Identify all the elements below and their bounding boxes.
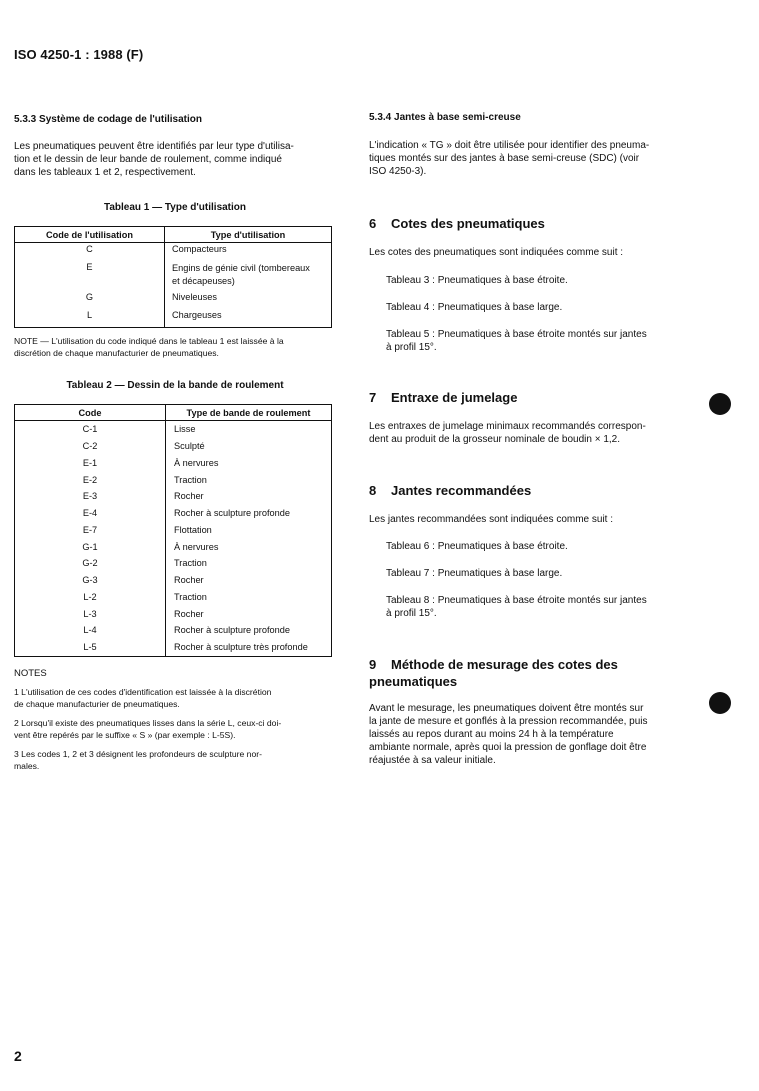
code-cell: E-4	[15, 505, 166, 522]
tread-cell: Traction	[174, 591, 207, 602]
code-cell: E-7	[15, 522, 166, 539]
text-line: Tableau 8 : Pneumatiques à base étroite montés sur jantes	[386, 595, 647, 606]
text-line: à profil 15°.	[386, 342, 437, 353]
code-cell: E-3	[15, 488, 166, 505]
table-row	[15, 555, 332, 572]
table-row	[15, 455, 332, 472]
code-cell: L-3	[15, 605, 166, 622]
table-header-row	[15, 405, 332, 421]
text-line: ISO 4250-3).	[369, 166, 427, 177]
cell-line: et décapeuses)	[172, 276, 235, 286]
note-line: 3 Les codes 1, 2 et 3 désignent les profondeurs de sculpture nor-	[14, 749, 262, 759]
tread-cell: Lisse	[174, 424, 196, 435]
heading-line: pneumatiques	[369, 674, 458, 689]
change-marker-dot	[709, 692, 731, 714]
section-number: 6	[369, 216, 377, 231]
table-row	[15, 622, 332, 639]
page-number: 2	[14, 1048, 22, 1064]
note-3	[14, 749, 336, 772]
tread-cell: Rocher	[174, 491, 204, 502]
table-row	[15, 605, 332, 622]
table-row	[15, 243, 332, 262]
text-line: tion et le dessin de leur bande de roulement, comme indiqué	[14, 154, 282, 165]
table-row	[15, 639, 332, 656]
table-row	[15, 505, 332, 522]
table-1-caption: Tableau 1 — Type d'utilisation	[103, 202, 247, 213]
note-line: discrétion de chaque manufacturier de pneumatiques.	[14, 347, 219, 358]
note-1	[14, 687, 336, 710]
table-row	[15, 309, 332, 328]
table-1-note	[14, 336, 336, 359]
table-row	[15, 438, 332, 455]
table-2	[14, 404, 332, 657]
code-cell: G-1	[15, 538, 166, 555]
section-5-3-3-heading: 5.3.3 Système de codage de l'utilisation	[14, 114, 202, 125]
section-8-intro: Les jantes recommandées sont indiquées comme suit :	[369, 514, 614, 525]
table-2-caption: Tableau 2 — Dessin de la bande de roulement	[66, 380, 284, 391]
tread-cell: Rocher	[174, 575, 204, 586]
text-line: ambiante normale, après quoi la pression de gonflage doit être	[369, 742, 647, 753]
code-cell: L-2	[15, 589, 166, 606]
code-cell: C	[15, 243, 165, 262]
note-line: males.	[14, 760, 40, 771]
table-1	[14, 226, 332, 328]
list-item: Tableau 6 : Pneumatiques à base étroite.	[386, 541, 568, 552]
table-row	[15, 572, 332, 589]
text-line: laissés au repos durant au moins 24 h à la température	[369, 729, 614, 740]
section-6-intro: Les cotes des pneumatiques sont indiquées comme suit :	[369, 247, 624, 258]
code-cell: C-2	[15, 438, 166, 455]
heading-line	[369, 656, 709, 673]
section-6-heading	[369, 215, 545, 232]
note-line: 1 L'utilisation de ces codes d'identification est laissée à la discrétion	[14, 687, 272, 697]
text-line: Les pneumatiques peuvent être identifiés par leur type d'utilisa-	[14, 141, 294, 152]
section-7-heading	[369, 389, 517, 406]
table-row	[15, 589, 332, 606]
code-cell: E	[15, 261, 165, 291]
column-header: Type d'utilisation	[165, 227, 332, 243]
text-line: la jante de mesure et gonflés à la pression recommandée, puis	[369, 716, 648, 727]
cell-line: Engins de génie civil (tombereaux	[172, 263, 310, 273]
note-2	[14, 718, 336, 741]
tread-cell: Rocher à sculpture profonde	[174, 625, 290, 636]
note-line: vent être repérés par le suffixe « S » (par exemple : L-5S).	[14, 729, 236, 740]
table-row	[15, 471, 332, 488]
tread-cell: Rocher à sculpture profonde	[174, 508, 290, 519]
code-cell: L	[15, 309, 165, 328]
note-line: 2 Lorsqu'il existe des pneumatiques lisses dans la série L, ceux-ci doi-	[14, 718, 282, 728]
text-line: tiques montés sur des jantes à base semi-creuse (SDC) (voir	[369, 153, 640, 164]
tread-cell: Rocher	[174, 608, 204, 619]
type-cell	[165, 261, 332, 291]
note-line: NOTE — L'utilisation du code indiqué dans le tableau 1 est laissée à la	[14, 336, 284, 346]
section-8-heading	[369, 482, 531, 499]
section-number: 8	[369, 483, 377, 498]
section-title: Cotes des pneumatiques	[391, 216, 545, 231]
code-cell: G-2	[15, 555, 166, 572]
table-header-row	[15, 227, 332, 243]
section-9-body	[369, 702, 691, 767]
section-title: Méthode de mesurage des cotes des	[391, 657, 618, 672]
section-7-body	[369, 420, 691, 446]
tread-cell: Sculpté	[174, 441, 205, 452]
table-row	[15, 291, 332, 309]
text-line: Avant le mesurage, les pneumatiques doivent être montés sur	[369, 703, 644, 714]
section-title: Entraxe de jumelage	[391, 390, 518, 405]
section-number: 7	[369, 390, 377, 405]
type-cell: Niveleuses	[172, 292, 217, 302]
code-cell: E-1	[15, 455, 166, 472]
document-header: ISO 4250-1 : 1988 (F)	[14, 47, 144, 62]
tread-cell: Traction	[174, 558, 207, 569]
column-header: Code	[15, 405, 166, 421]
code-cell: E-2	[15, 471, 166, 488]
list-item	[386, 594, 647, 620]
type-cell: Chargeuses	[172, 310, 222, 320]
list-item: Tableau 4 : Pneumatiques à base large.	[386, 302, 563, 313]
column-header: Code de l'utilisation	[15, 227, 165, 243]
table-row	[15, 522, 332, 539]
column-header: Type de bande de roulement	[166, 405, 332, 421]
text-line: réajustée à sa valeur initiale.	[369, 755, 496, 766]
tread-cell: Flottation	[174, 524, 212, 535]
table-row	[15, 488, 332, 505]
text-line: dent au produit de la grosseur nominale de boudin × 1,2.	[369, 434, 621, 445]
notes-title: NOTES	[14, 668, 47, 679]
text-line: Tableau 5 : Pneumatiques à base étroite montés sur jantes	[386, 329, 647, 340]
list-item: Tableau 7 : Pneumatiques à base large.	[386, 568, 563, 579]
section-9-heading	[369, 656, 709, 690]
text-line: L'indication « TG » doit être utilisée pour identifier des pneuma-	[369, 140, 650, 151]
code-cell: L-5	[15, 639, 166, 656]
text-line: dans les tableaux 1 et 2, respectivement.	[14, 167, 196, 178]
code-cell: C-1	[15, 421, 166, 438]
list-item: Tableau 3 : Pneumatiques à base étroite.	[386, 275, 568, 286]
text-line: Les entraxes de jumelage minimaux recommandés correspon-	[369, 421, 646, 432]
table-row	[15, 261, 332, 291]
change-marker-dot	[709, 393, 731, 415]
section-5-3-3-body	[14, 140, 336, 179]
section-5-3-4-heading: 5.3.4 Jantes à base semi-creuse	[369, 112, 521, 123]
tread-cell: À nervures	[174, 541, 219, 552]
section-title: Jantes recommandées	[391, 483, 532, 498]
type-cell: Compacteurs	[172, 244, 227, 254]
tread-cell: Rocher à sculpture très profonde	[174, 642, 308, 653]
note-line: de chaque manufacturier de pneumatiques.	[14, 698, 180, 709]
code-cell: G	[15, 291, 165, 309]
section-5-3-4-body	[369, 139, 691, 178]
tread-cell: Traction	[174, 474, 207, 485]
table-row	[15, 538, 332, 555]
code-cell: L-4	[15, 622, 166, 639]
code-cell: G-3	[15, 572, 166, 589]
table-row	[15, 421, 332, 438]
text-line: à profil 15°.	[386, 608, 437, 619]
section-number: 9	[369, 657, 377, 672]
tread-cell: À nervures	[174, 457, 219, 468]
list-item	[386, 328, 647, 354]
